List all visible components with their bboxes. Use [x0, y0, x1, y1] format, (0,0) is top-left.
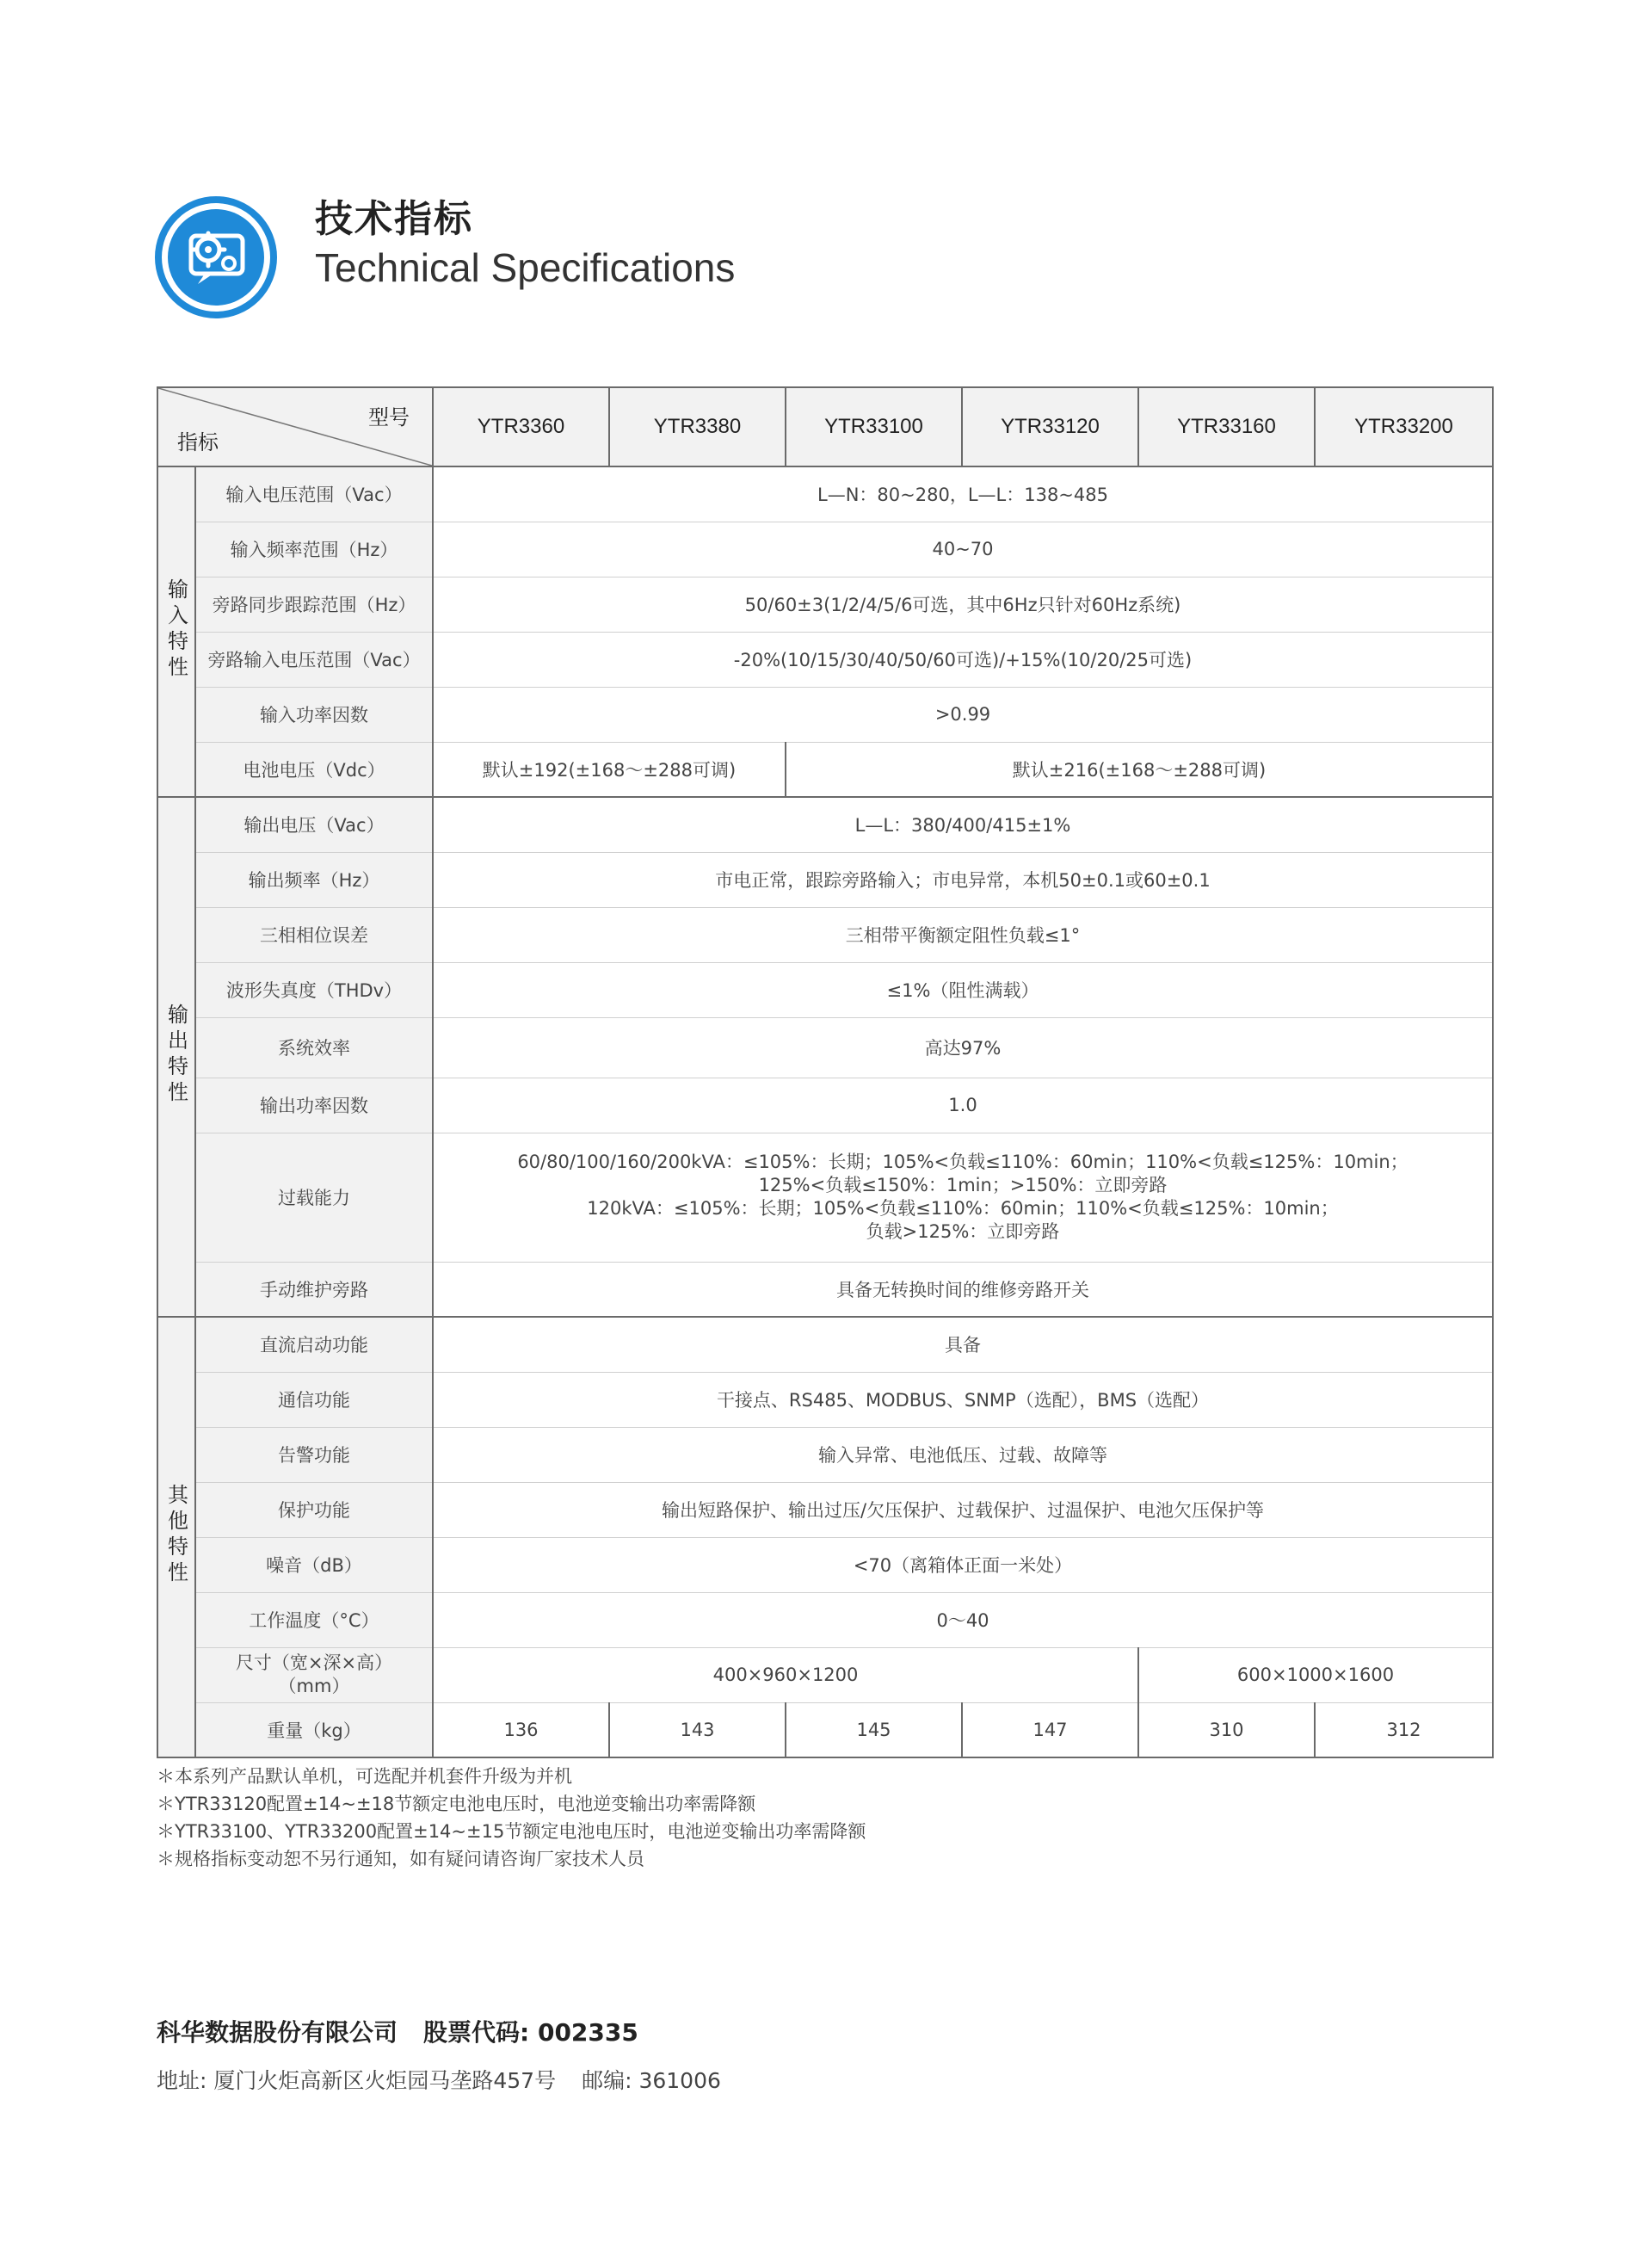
- row-value: 高达97%: [433, 1017, 1493, 1078]
- gear-monitor-icon: [153, 195, 279, 320]
- table-row: [157, 632, 1493, 687]
- company-line: [157, 2014, 638, 2048]
- row-value: 具备: [433, 1317, 1493, 1372]
- row-label: 输入功率因数: [195, 687, 433, 742]
- model-header: YTR33120: [962, 387, 1138, 466]
- weight-value: 310: [1138, 1702, 1315, 1757]
- row-value: -20%(10/15/30/40/50/60可选)/+15%(10/20/25可选): [433, 632, 1493, 687]
- model-header: YTR33100: [786, 387, 962, 466]
- row-label: 工作温度（°C）: [195, 1592, 433, 1647]
- row-value: L—L：380/400/415±1%: [433, 797, 1493, 852]
- row-value: 输出短路保护、输出过压/欠压保护、过载保护、过温保护、电池欠压保护等: [433, 1482, 1493, 1537]
- row-label: 直流启动功能: [195, 1317, 433, 1372]
- row-label: 三相相位误差: [195, 907, 433, 962]
- table-row: [157, 1262, 1493, 1317]
- model-header: YTR33160: [1138, 387, 1315, 466]
- overload-value: [433, 1133, 1493, 1262]
- row-value: L—N：80~280，L—L：138~485: [433, 466, 1493, 522]
- section-label-other: 其他特性: [157, 1317, 195, 1757]
- table-row: [157, 962, 1493, 1017]
- footnote: ＊本系列产品默认单机，可选配并机套件升级为并机: [157, 1766, 572, 1787]
- section-label-input: 输入特性: [157, 466, 195, 797]
- row-value: 默认±216(±168～±288可调): [786, 742, 1493, 797]
- table-row: [157, 577, 1493, 632]
- overload-line: 负载>125%：立即旁路: [866, 1221, 1060, 1242]
- table-row: [157, 742, 1493, 797]
- dimension-label-line: 尺寸（宽×深×高）: [235, 1652, 393, 1673]
- row-value: 干接点、RS485、MODBUS、SNMP（选配），BMS（选配）: [433, 1372, 1493, 1427]
- row-value: 三相带平衡额定阻性负载≤1°: [433, 907, 1493, 962]
- table-row: [157, 1372, 1493, 1427]
- company-name: 科华数据股份有限公司: [157, 2018, 398, 2047]
- model-header: YTR3360: [433, 387, 609, 466]
- weight-value: 136: [433, 1702, 609, 1757]
- footnote: ＊YTR33120配置±14~±18节额定电池电压时，电池逆变输出功率需降额: [157, 1794, 756, 1814]
- row-value: 40~70: [433, 522, 1493, 577]
- table-row: [157, 852, 1493, 907]
- row-label: 告警功能: [195, 1427, 433, 1482]
- row-label: 波形失真度（THDv）: [195, 962, 433, 1017]
- row-value: 400×960×1200: [433, 1647, 1138, 1702]
- row-label: 输出电压（Vac）: [195, 797, 433, 852]
- weight-value: 147: [962, 1702, 1138, 1757]
- overload-line: 125%<负载≤150%：1min；>150%：立即旁路: [758, 1175, 1168, 1195]
- table-row: [157, 522, 1493, 577]
- row-value: >0.99: [433, 687, 1493, 742]
- table-row: [157, 1133, 1493, 1262]
- weight-value: 312: [1315, 1702, 1493, 1757]
- row-label: 输入电压范围（Vac）: [195, 466, 433, 522]
- model-header: YTR3380: [609, 387, 786, 466]
- weight-value: 143: [609, 1702, 786, 1757]
- row-value: ≤1%（阻性满载）: [433, 962, 1493, 1017]
- table-row: [157, 1317, 1493, 1372]
- corner-index-label: 指标: [177, 431, 219, 454]
- table-row: [157, 687, 1493, 742]
- corner-cell: [157, 387, 433, 466]
- row-value: 输入异常、电池低压、过载、故障等: [433, 1427, 1493, 1482]
- overload-line: 60/80/100/160/200kVA：≤105%：长期；105%<负载≤110%：60min；110%<负载≤125%：10min；: [517, 1152, 1409, 1172]
- row-label: 系统效率: [195, 1017, 433, 1078]
- page-title-en: Technical Specifications: [315, 245, 736, 290]
- row-label: 噪音（dB）: [195, 1537, 433, 1592]
- row-label: [195, 1647, 433, 1702]
- spec-table: [157, 386, 1494, 1758]
- row-label: 过载能力: [195, 1133, 433, 1262]
- table-row: [157, 466, 1493, 522]
- table-row: [157, 1647, 1493, 1702]
- row-label: 输出功率因数: [195, 1078, 433, 1133]
- table-row: [157, 1592, 1493, 1647]
- row-label: 旁路输入电压范围（Vac）: [195, 632, 433, 687]
- table-row: [157, 1537, 1493, 1592]
- table-row: [157, 1078, 1493, 1133]
- row-value: 默认±192(±168～±288可调): [433, 742, 786, 797]
- table-header-row: [157, 387, 1493, 466]
- row-label: 手动维护旁路: [195, 1262, 433, 1317]
- row-value: 1.0: [433, 1078, 1493, 1133]
- table-row: [157, 797, 1493, 852]
- postcode: 邮编: 361006: [582, 2068, 721, 2093]
- row-label: 输入频率范围（Hz）: [195, 522, 433, 577]
- row-label: 输出频率（Hz）: [195, 852, 433, 907]
- address: 地址: 厦门火炬高新区火炬园马垄路457号: [157, 2068, 557, 2093]
- dimension-label-unit: （mm）: [278, 1676, 350, 1696]
- row-value: 具备无转换时间的维修旁路开关: [433, 1262, 1493, 1317]
- row-label: 重量（kg）: [195, 1702, 433, 1757]
- row-label: 通信功能: [195, 1372, 433, 1427]
- row-label: 保护功能: [195, 1482, 433, 1537]
- page-title-cn: 技术指标: [315, 197, 473, 241]
- row-value: <70（离箱体正面一米处）: [433, 1537, 1493, 1592]
- stock-code: 股票代码: 002335: [423, 2018, 638, 2047]
- section-label-output: 输出特性: [157, 797, 195, 1317]
- table-row: [157, 1427, 1493, 1482]
- table-row: [157, 1482, 1493, 1537]
- row-value: 50/60±3(1/2/4/5/6可选，其中6Hz只针对60Hz系统): [433, 577, 1493, 632]
- row-label: 旁路同步跟踪范围（Hz）: [195, 577, 433, 632]
- footnote: ＊YTR33100、YTR33200配置±14~±15节额定电池电压时，电池逆变输出功率需降额: [157, 1821, 866, 1842]
- address-line: [157, 2064, 721, 2095]
- overload-line: 120kVA：≤105%：长期；105%<负载≤110%：60min；110%<负载≤125%：10min；: [587, 1198, 1339, 1219]
- corner-model-label: 型号: [368, 406, 410, 429]
- table-row: [157, 1017, 1493, 1078]
- table-row: [157, 907, 1493, 962]
- row-value: 市电正常，跟踪旁路输入；市电异常，本机50±0.1或60±0.1: [433, 852, 1493, 907]
- row-value: 0～40: [433, 1592, 1493, 1647]
- model-header: YTR33200: [1315, 387, 1493, 466]
- table-row: [157, 1702, 1493, 1757]
- footnote: ＊规格指标变动恕不另行通知，如有疑问请咨询厂家技术人员: [157, 1849, 644, 1869]
- weight-value: 145: [786, 1702, 962, 1757]
- footnotes: [157, 1763, 866, 1873]
- row-label: 电池电压（Vdc）: [195, 742, 433, 797]
- row-value: 600×1000×1600: [1138, 1647, 1493, 1702]
